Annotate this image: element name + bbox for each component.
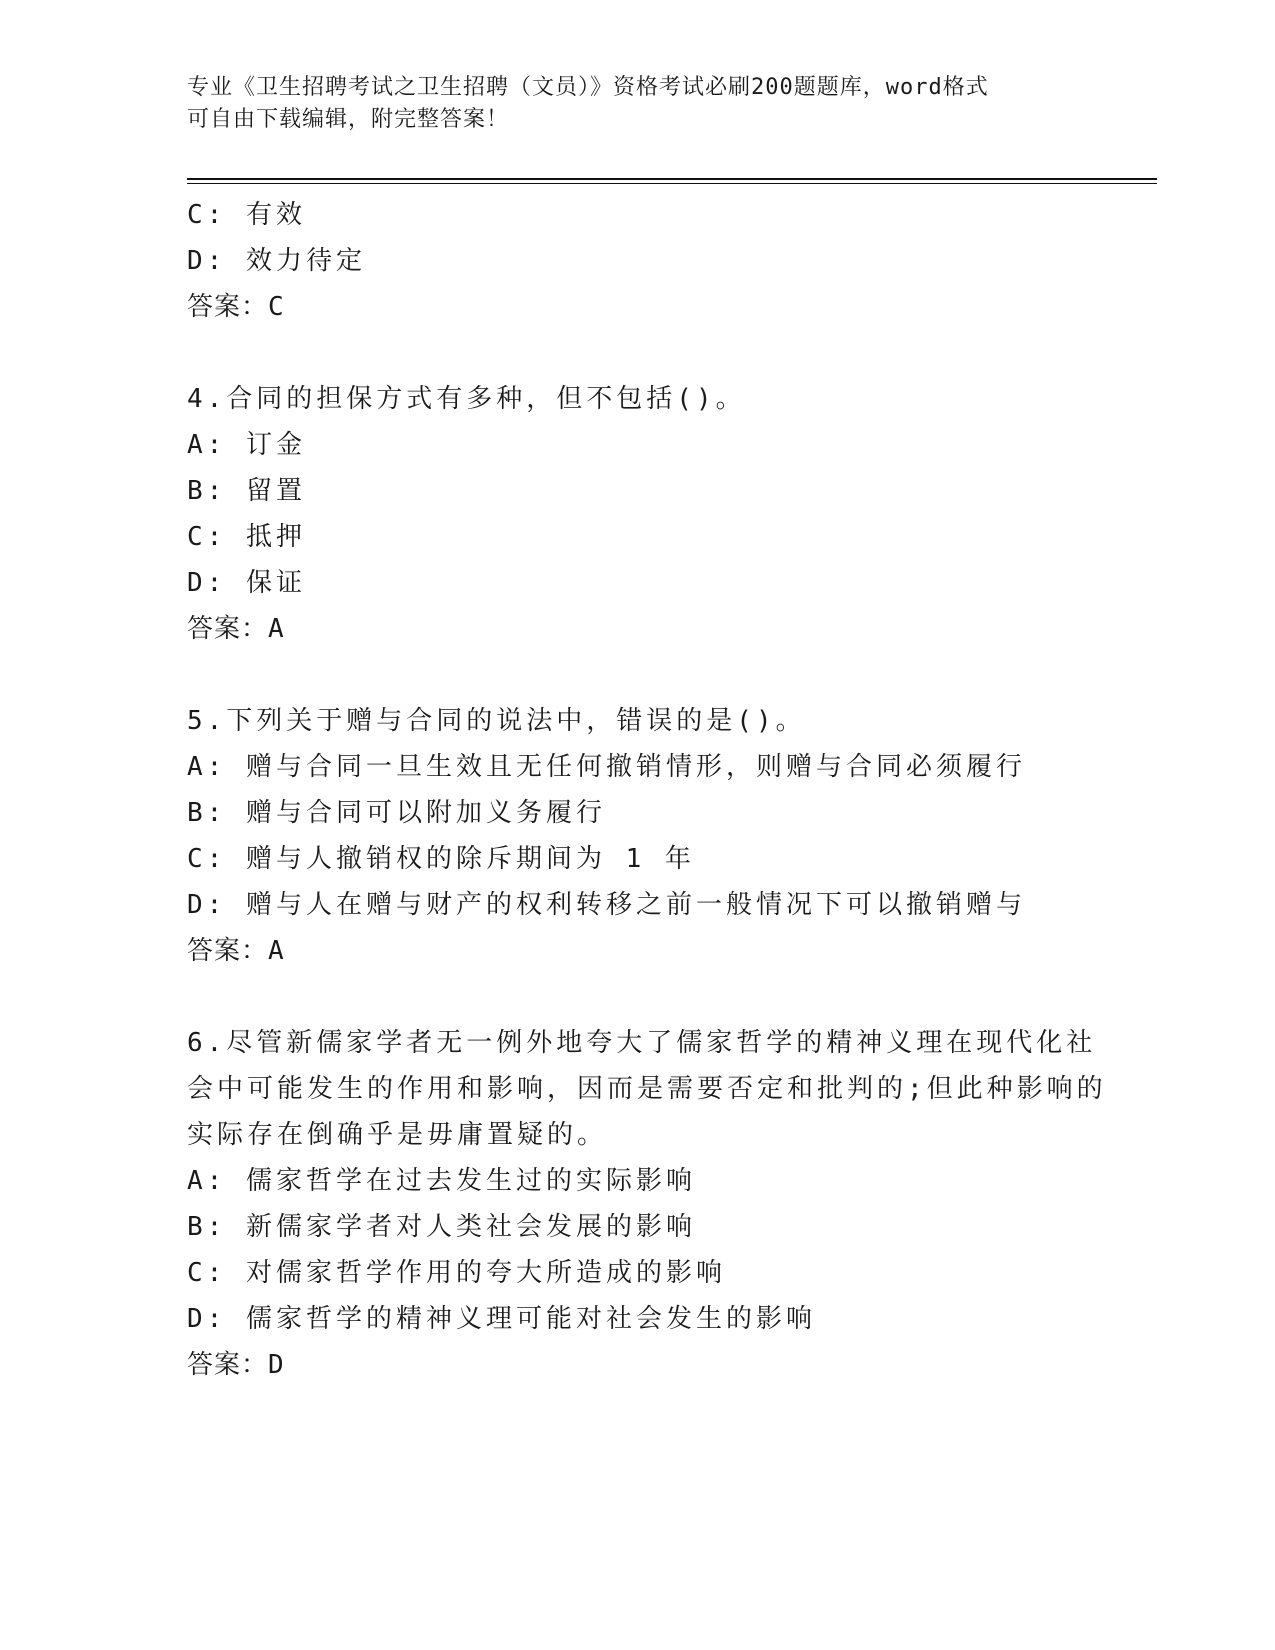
answer-line: 答案：D	[187, 1350, 285, 1380]
header-line-2: 可自由下载编辑，附完整答案！	[187, 107, 510, 132]
option-d: D: 儒家哲学的精神义理可能对社会发生的影响	[187, 1304, 816, 1334]
option-d: D: 效力待定	[187, 246, 366, 276]
answer-line: 答案：A	[187, 936, 285, 966]
question-4	[187, 376, 1087, 652]
question-6	[187, 1020, 1107, 1388]
question-5	[187, 698, 1087, 974]
question-stem-line-2: 会中可能发生的作用和影响，因而是需要否定和批判的;但此种影响的	[187, 1074, 1107, 1104]
option-b: B: 新儒家学者对人类社会发展的影响	[187, 1212, 696, 1242]
option-a: A: 赠与合同一旦生效且无任何撤销情形，则赠与合同必须履行	[187, 752, 1026, 782]
spacer	[187, 974, 1087, 1020]
spacer	[187, 652, 1087, 698]
question-stem-line-1: 6.尽管新儒家学者无一例外地夸大了儒家哲学的精神义理在现代化社	[187, 1028, 1097, 1058]
prev-question-block	[187, 192, 1087, 330]
option-c: C: 有效	[187, 200, 306, 230]
header-divider-thin	[187, 183, 1157, 184]
header-divider-thick	[187, 178, 1157, 180]
answer-line: 答案：C	[187, 292, 285, 322]
option-b: B: 留置	[187, 476, 306, 506]
question-stem: 4.合同的担保方式有多种，但不包括()。	[187, 384, 746, 414]
question-list	[187, 192, 1107, 1388]
option-d: D: 保证	[187, 568, 306, 598]
answer-line: 答案：A	[187, 614, 285, 644]
header-line-1: 专业《卫生招聘考试之卫生招聘（文员）》资格考试必刷200题题库，word格式	[187, 75, 989, 100]
question-stem-line-3: 实际存在倒确乎是毋庸置疑的。	[187, 1120, 608, 1150]
option-c: C: 对儒家哲学作用的夸大所造成的影响	[187, 1258, 726, 1288]
spacer	[187, 330, 1087, 376]
option-c: C: 赠与人撤销权的除斥期间为 1 年	[187, 844, 695, 874]
question-stem: 5.下列关于赠与合同的说法中，错误的是()。	[187, 706, 806, 736]
option-a: A: 儒家哲学在过去发生过的实际影响	[187, 1166, 696, 1196]
document-header	[187, 72, 1087, 136]
option-d: D: 赠与人在赠与财产的权利转移之前一般情况下可以撤销赠与	[187, 890, 1026, 920]
option-a: A: 订金	[187, 430, 306, 460]
option-b: B: 赠与合同可以附加义务履行	[187, 798, 606, 828]
option-c: C: 抵押	[187, 522, 306, 552]
